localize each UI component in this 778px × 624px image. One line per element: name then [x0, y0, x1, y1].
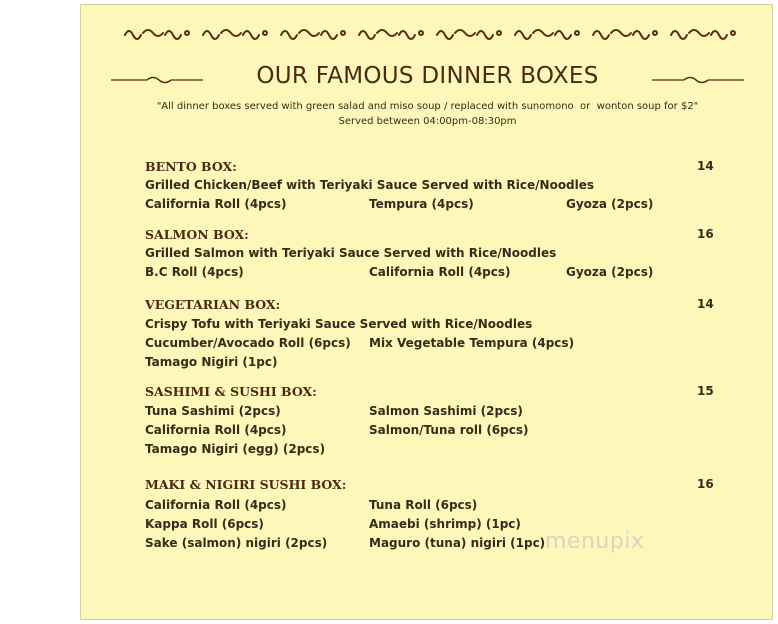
menu-item: Crispy Tofu with Teriyaki Sauce Served with Rice/Noodles — [145, 317, 533, 331]
menu-item: Mix Vegetable Tempura (4pcs) — [369, 336, 575, 350]
section-title: VEGETARIAN BOX: — [145, 297, 281, 312]
menu-row — [145, 197, 715, 213]
menu-row — [145, 498, 715, 514]
section-price: 14 — [697, 159, 714, 173]
menu-row — [145, 246, 715, 262]
menu-row — [145, 423, 715, 439]
menu-item: Gyoza (2pcs) — [566, 265, 654, 279]
menu-row — [145, 178, 715, 194]
section-price: 16 — [697, 227, 714, 241]
menu-item: Grilled Chicken/Beef with Teriyaki Sauce Served with Rice/Noodles — [145, 178, 595, 192]
section-title: BENTO BOX: — [145, 159, 237, 174]
menu-row — [145, 317, 715, 333]
section-price: 14 — [697, 297, 714, 311]
section-title: SASHIMI & SUSHI BOX: — [145, 384, 317, 399]
menu-item: Tamago Nigiri (1pc) — [145, 355, 278, 369]
page-title: OUR FAMOUS DINNER BOXES — [256, 63, 599, 89]
menu-item: Gyoza (2pcs) — [566, 197, 654, 211]
menu-item: Tuna Roll (6pcs) — [369, 498, 478, 512]
menu-item: Amaebi (shrimp) (1pc) — [369, 517, 521, 531]
menu-row — [145, 355, 715, 371]
menu-row — [145, 404, 715, 420]
menu-item: California Roll (4pcs) — [145, 498, 287, 512]
section-price: 16 — [697, 477, 714, 491]
menu-item: Grilled Salmon with Teriyaki Sauce Served with Rice/Noodles — [145, 246, 557, 260]
serving-note-text-end: wonton soup for $2" — [596, 101, 699, 112]
menu-item: Tuna Sashimi (2pcs) — [145, 404, 281, 418]
menu-item: Salmon/Tuna roll (6pcs) — [369, 423, 529, 437]
serving-note — [81, 101, 774, 112]
menu-item: Tempura (4pcs) — [369, 197, 474, 211]
decorative-scroll-border — [123, 25, 745, 41]
section-title: MAKI & NIGIRI SUSHI BOX: — [145, 477, 347, 492]
section-price: 15 — [697, 384, 714, 398]
serving-note-or: or — [580, 101, 591, 112]
menu-row — [145, 265, 715, 281]
menu-item: Sake (salmon) nigiri (2pcs) — [145, 536, 328, 550]
section-title: SALMON BOX: — [145, 227, 249, 242]
serving-note-text: "All dinner boxes served with green salad and miso soup / replaced with sunomono — [156, 101, 574, 112]
menu-page — [80, 4, 773, 620]
menu-item: Tamago Nigiri (egg) (2pcs) — [145, 442, 326, 456]
serving-hours: Served between 04:00pm-08:30pm — [338, 116, 517, 127]
menu-item: B.C Roll (4pcs) — [145, 265, 244, 279]
menu-item: Kappa Roll (6pcs) — [145, 517, 264, 531]
menu-item: Cucumber/Avocado Roll (6pcs) — [145, 336, 351, 350]
menu-item: California Roll (4pcs) — [145, 423, 287, 437]
menu-item: Salmon Sashimi (2pcs) — [369, 404, 523, 418]
menu-row — [145, 442, 715, 458]
menu-item: California Roll (4pcs) — [145, 197, 287, 211]
menu-item: Maguro (tuna) nigiri (1pc) — [369, 536, 546, 550]
menupix-watermark: menupix — [545, 529, 645, 554]
menu-row — [145, 336, 715, 352]
menu-item: California Roll (4pcs) — [369, 265, 511, 279]
